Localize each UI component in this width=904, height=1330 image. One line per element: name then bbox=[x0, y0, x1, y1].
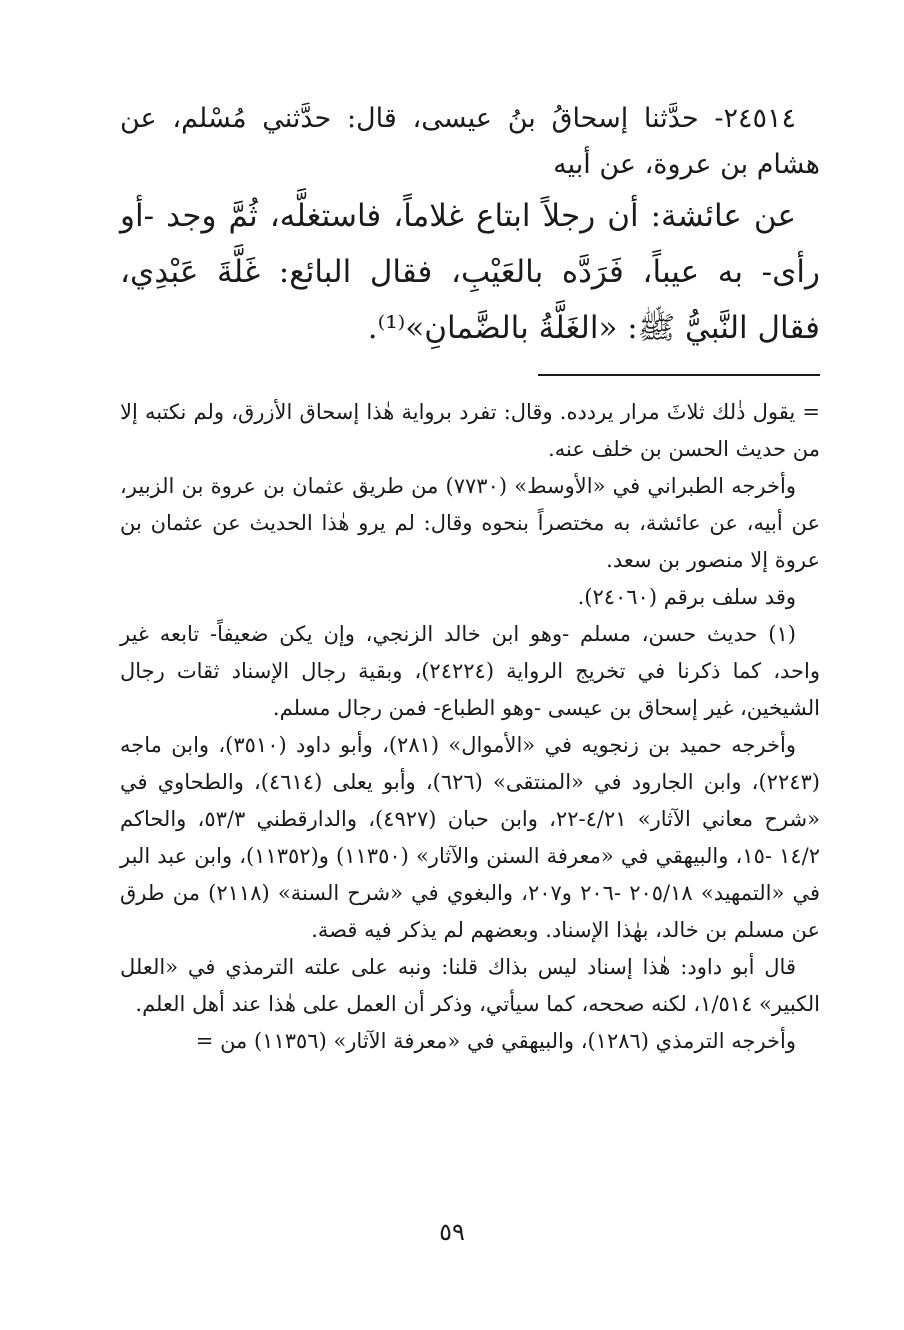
footnote-paragraph: وقد سلف برقم (٢٤٠٦٠). bbox=[577, 585, 796, 609]
footnotes-section bbox=[120, 394, 820, 1060]
footnote-paragraph: وأخرجه الترمذي (١٢٨٦)، والبيهقي في «معرفة الآثار» (١١٣٥٦) من = bbox=[195, 1029, 796, 1053]
footnote-paragraph: وأخرجه الطبراني في «الأوسط» (٧٧٣٠) من طريق عثمان بن عروة بن الزبير، عن أبيه، عن عائشة، به مختصراً بنحوه وقال: لم يرو هٰذا الحديث عن عثمان بن عروة إلا منصور بن سعد. bbox=[120, 474, 820, 572]
page-number: ٥٩ bbox=[439, 1218, 465, 1246]
hadith-section bbox=[120, 96, 820, 356]
hadith-chain: ٢٤٥١٤- حدَّثنا إسحاقُ بنُ عيسى، قال: حدَّثني مُسْلم، عن هشام بن عروة، عن أبيه bbox=[120, 103, 820, 180]
hadith-body: عن عائشة: أن رجلاً ابتاع غلاماً، فاستغلَّه، ثُمَّ وجد -أو رأى- به عيباً، فَرَدَّه بالعَيْبِ، فقال البائع: غَلَّةَ عَبْدِي، فقال النَّبيُّ ﷺ: «الغَلَّةُ بالضَّمانِ»⁽¹⁾. bbox=[120, 198, 820, 346]
footnote-paragraph: وأخرجه حميد بن زنجويه في «الأموال» (٢٨١)، وأبو داود (٣٥١٠)، وابن ماجه (٢٢٤٣)، وابن الجارود في «المنتقى» (٦٢٦)، وأبو يعلى (٤٦١٤)، والطحاوي في «شرح معاني الآثار» ٤/٢١-٢٢، وابن حبان (٤٩٢٧)، والدارقطني ٥٣/٣، والحاكم ١٤/٢ -١٥، والبيهقي في «معرفة السنن والآثار» (١١٣٥٠) و(١١٣٥٢)، وابن عبد البر في «التمهيد» ٢٠٥/١٨ -٢٠٦ و٢٠٧، والبغوي في «شرح السنة» (٢١١٨) من طرق عن مسلم بن خالد، بهٰذا الإسناد. وبعضهم لم يذكر فيه قصة. bbox=[120, 733, 821, 942]
footnote-paragraph: قال أبو داود: هٰذا إسناد ليس بذاك قلنا: ونبه على علته الترمذي في «العلل الكبير» ١/٥١٤، لكنه صححه، كما سيأتي، وذكر أن العمل على هٰذا عند أهل العلم. bbox=[120, 955, 820, 1016]
footnote-1: (١) حديث حسن، مسلم -وهو ابن خالد الزنجي، وإن يكن ضعيفاً- تابعه غير واحد، كما ذكرنا في تخريج الرواية (٢٤٢٢٤)، وبقية رجال الإسناد ثقات رجال الشيخين، غير إسحاق بن عيسى -وهو الطباع- فمن رجال مسلم. bbox=[120, 622, 820, 720]
footnote-separator bbox=[538, 374, 820, 376]
document-page bbox=[120, 96, 820, 1060]
footnote-continuation: = يقول ذٰلك ثلاثَ مرار يردده. وقال: تفرد برواية هٰذا إسحاق الأزرق، ولم نكتبه إلا من حديث الحسن بن خلف عنه. bbox=[120, 400, 820, 461]
